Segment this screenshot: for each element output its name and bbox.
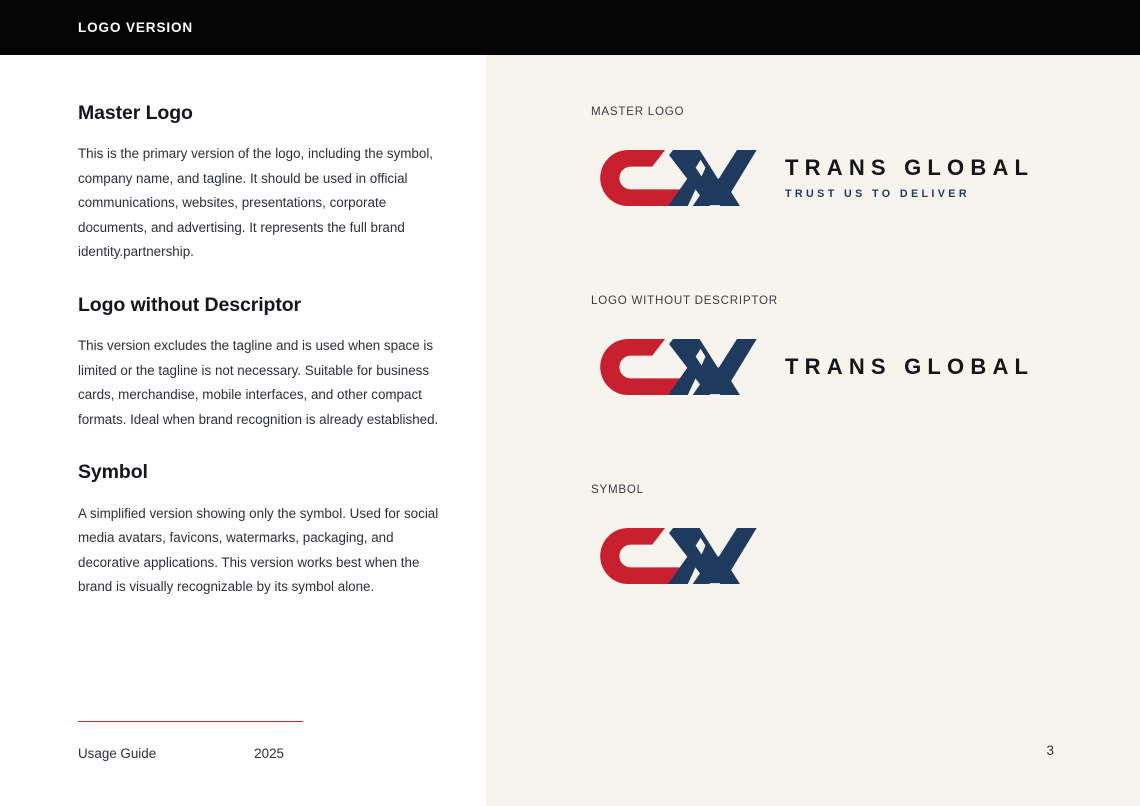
cva-logo-mark-icon bbox=[591, 336, 759, 398]
cva-logo-mark-icon bbox=[591, 147, 759, 209]
description-block-master-logo bbox=[78, 102, 453, 265]
wordmark-group bbox=[785, 156, 1034, 200]
description-column bbox=[78, 55, 453, 600]
description-block-symbol bbox=[78, 461, 453, 599]
body-split bbox=[0, 55, 1140, 806]
section-heading: Symbol bbox=[78, 461, 148, 484]
footer-row bbox=[78, 746, 453, 761]
logo-section-label: LOGO WITHOUT DESCRIPTOR bbox=[591, 294, 778, 307]
logo-lockup bbox=[591, 525, 759, 587]
page-title: LOGO VERSION bbox=[78, 20, 194, 35]
footer-label: Usage Guide bbox=[78, 746, 157, 761]
section-heading: Master Logo bbox=[78, 102, 193, 124]
logo-section-symbol bbox=[591, 483, 759, 587]
logo-lockup bbox=[591, 336, 1034, 398]
section-paragraph: This is the primary version of the logo, including the symbol, company name, and tagline. It should be used in official communications, websites, presentations, corporate documents, and advertising. It represents the full brand identity.partnership. bbox=[78, 146, 434, 260]
logo-section-without-descriptor bbox=[591, 294, 1034, 398]
company-wordmark: TRANS GLOBAL bbox=[785, 154, 1035, 180]
footer-year: 2025 bbox=[254, 746, 284, 761]
cva-logo-mark-icon bbox=[591, 525, 759, 587]
logo-section-label: MASTER LOGO bbox=[591, 105, 685, 118]
section-heading: Logo without Descriptor bbox=[78, 293, 302, 316]
left-text-panel bbox=[0, 55, 486, 806]
description-block-logo-without-descriptor bbox=[78, 294, 453, 432]
company-wordmark: TRANS GLOBAL bbox=[785, 354, 1035, 380]
logo-section-label: SYMBOL bbox=[591, 483, 644, 496]
section-paragraph: This version excludes the tagline and is used when space is limited or the tagline is not necessary. Suitable for business cards, merchandise, mobile interfaces, and other compact formats. Ideal when brand recognition is already established. bbox=[78, 338, 439, 427]
footer-divider-rule bbox=[78, 721, 303, 722]
company-tagline: TRUST US TO DELIVER bbox=[785, 188, 970, 201]
wordmark-group bbox=[785, 355, 1034, 378]
footer bbox=[78, 721, 453, 761]
page-number: 3 bbox=[1046, 743, 1054, 758]
top-bar bbox=[0, 0, 1140, 55]
logo-section-master-logo bbox=[591, 105, 1034, 209]
logo-lockup bbox=[591, 147, 1034, 209]
section-paragraph: A simplified version showing only the symbol. Used for social media avatars, favicons, watermarks, packaging, and decorative applications. This version works best when the brand is visually recognizable by its symbol alone. bbox=[78, 505, 439, 595]
right-logo-panel bbox=[486, 55, 1140, 806]
